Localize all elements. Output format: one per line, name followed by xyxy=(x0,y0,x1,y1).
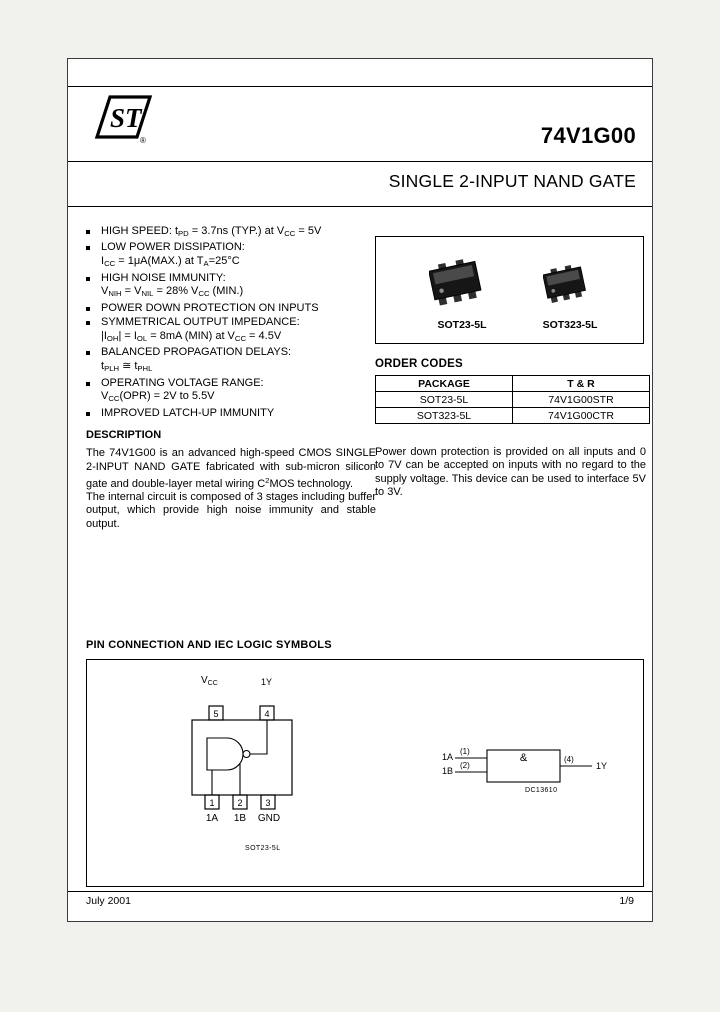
iec-caption: DC13610 xyxy=(525,787,558,794)
iec-input2-label: 1B xyxy=(441,766,453,776)
list-item xyxy=(86,225,380,241)
pin-connection-heading: PIN CONNECTION AND IEC LOGIC SYMBOLS xyxy=(86,639,332,651)
bullet-icon xyxy=(86,277,90,281)
list-item xyxy=(86,407,380,421)
package-sot323 xyxy=(528,263,612,331)
order-codes-table xyxy=(375,375,650,424)
description-paragraph: The 74V1G00 is an advanced high-speed CMOS SINGLE 2-INPUT NAND GATE fabricated with sub-micron silicon gate and double-layer metal wiring $C^2MOS$ technology. xyxy=(86,447,376,490)
feature-text: BALANCED PROPAGATION DELAYS: xyxy=(101,346,292,359)
list-item xyxy=(86,241,380,271)
header-top-rule xyxy=(68,86,652,87)
table-header-row xyxy=(376,376,650,392)
iec-input1-pin: (1) xyxy=(460,747,470,756)
output-top-label: 1Y xyxy=(261,677,273,687)
feature-text: IMPROVED LATCH-UP IMMUNITY xyxy=(101,406,275,419)
title-rule xyxy=(68,206,652,207)
part-number: 74V1G00 xyxy=(540,123,636,148)
pin-label-gnd: GND xyxy=(257,813,281,824)
order-codes-heading: ORDER CODES xyxy=(375,358,463,370)
pin-number-2: 2 xyxy=(237,798,243,808)
nand-gate-symbol xyxy=(207,720,267,795)
pin-label-1b: 1B xyxy=(233,813,247,824)
footer-date: July 2001 xyxy=(86,895,131,907)
st-logo-image xyxy=(84,91,156,145)
pin-label-1a: 1A xyxy=(205,813,219,824)
registered-mark: ® xyxy=(140,136,146,145)
feature-text: HIGH SPEED: $t_{PD} = 3.7ns$ (TYP.) at $V_{CC} = 5V$ xyxy=(101,225,322,239)
feature-text: OPERATING VOLTAGE RANGE: xyxy=(101,376,264,389)
sot323-package-image xyxy=(543,263,597,306)
feature-text: LOW POWER DISSIPATION: xyxy=(101,241,245,254)
table-row xyxy=(376,408,650,424)
table-row xyxy=(376,392,650,408)
list-item xyxy=(86,316,380,346)
column-header-tr: T & R xyxy=(513,376,650,392)
footer-page-number: 1/9 xyxy=(619,895,634,907)
feature-text: SYMMETRICAL OUTPUT IMPEDANCE: xyxy=(101,316,300,329)
package-drawings-box xyxy=(375,236,644,344)
bullet-icon xyxy=(86,307,90,311)
iec-output-label: 1Y xyxy=(596,761,608,771)
pinout-caption: SOT23-5L xyxy=(245,845,281,852)
pin-number-4: 4 xyxy=(264,709,270,719)
feature-text: $V_{CC}(OPR) = 2V$ to 5.5V xyxy=(101,390,215,404)
description-section xyxy=(86,429,376,531)
cell-package: SOT323-5L xyxy=(376,408,513,424)
bullet-icon xyxy=(86,412,90,416)
cell-package: SOT23-5L xyxy=(376,392,513,408)
datasheet-page xyxy=(67,58,653,922)
package-label-sot23: SOT23-5L xyxy=(437,319,487,331)
features-list xyxy=(86,225,380,421)
iec-and-symbol: & xyxy=(519,752,528,764)
list-item xyxy=(86,377,380,407)
bullet-icon xyxy=(86,382,90,386)
iec-input1-label: 1A xyxy=(441,752,453,762)
pin-number-1: 1 xyxy=(209,798,215,808)
pin-number-5: 5 xyxy=(213,709,219,719)
bullet-icon xyxy=(86,321,90,325)
st-logo-text: ST xyxy=(110,103,142,133)
package-sot23 xyxy=(420,257,504,331)
description-paragraph: The internal circuit is composed of 3 stages including buffer output, which provide high noise immunity and stable output. xyxy=(86,491,376,530)
sot23-package-image xyxy=(429,257,495,309)
page-title: SINGLE 2-INPUT NAND GATE xyxy=(388,171,636,191)
figure-drawing xyxy=(87,660,643,886)
cell-tr: 74V1G00STR xyxy=(513,392,650,408)
feature-text: $t_{PLH}$ ≅ $t_{PHL}$ xyxy=(101,360,153,374)
column-header-package: PACKAGE xyxy=(376,376,513,392)
vcc-label: $V_{CC}$ xyxy=(201,675,218,687)
description-heading: DESCRIPTION xyxy=(86,429,162,441)
list-item xyxy=(86,346,380,376)
list-item xyxy=(86,272,380,302)
bullet-icon xyxy=(86,246,90,250)
bullet-icon xyxy=(86,351,90,355)
feature-text: POWER DOWN PROTECTION ON INPUTS xyxy=(101,301,319,314)
feature-text: $|I_{OH}| = I_{OL} = 8mA$ (MIN) at $V_{CC} = 4.5V$ xyxy=(101,330,282,344)
cell-tr: 74V1G00CTR xyxy=(513,408,650,424)
power-down-paragraph: Power down protection is provided on all inputs and 0 to 7V can be accepted on inputs with no regard to the supply voltage. This device can be used to interface 5V to 3V. xyxy=(375,446,646,499)
pin-connection-figure xyxy=(86,659,644,887)
iec-output-pin: (4) xyxy=(564,755,574,764)
footer-rule xyxy=(68,891,652,892)
header-bottom-rule xyxy=(68,161,652,162)
iec-input2-pin: (2) xyxy=(460,761,470,770)
feature-text: $V_{NIH} = V_{NIL} = 28\%$ $V_{CC}$ (MIN.) xyxy=(101,285,244,299)
feature-text: HIGH NOISE IMMUNITY: xyxy=(101,271,226,284)
bullet-icon xyxy=(86,230,90,234)
pin-number-3: 3 xyxy=(265,798,271,808)
package-label-sot323: SOT323-5L xyxy=(542,319,598,331)
feature-text: $I_{CC} = 1\mu A(MAX.)$ at $T_A=25^\circ C$ xyxy=(101,255,240,269)
list-item xyxy=(86,302,380,316)
st-logo xyxy=(84,91,156,150)
